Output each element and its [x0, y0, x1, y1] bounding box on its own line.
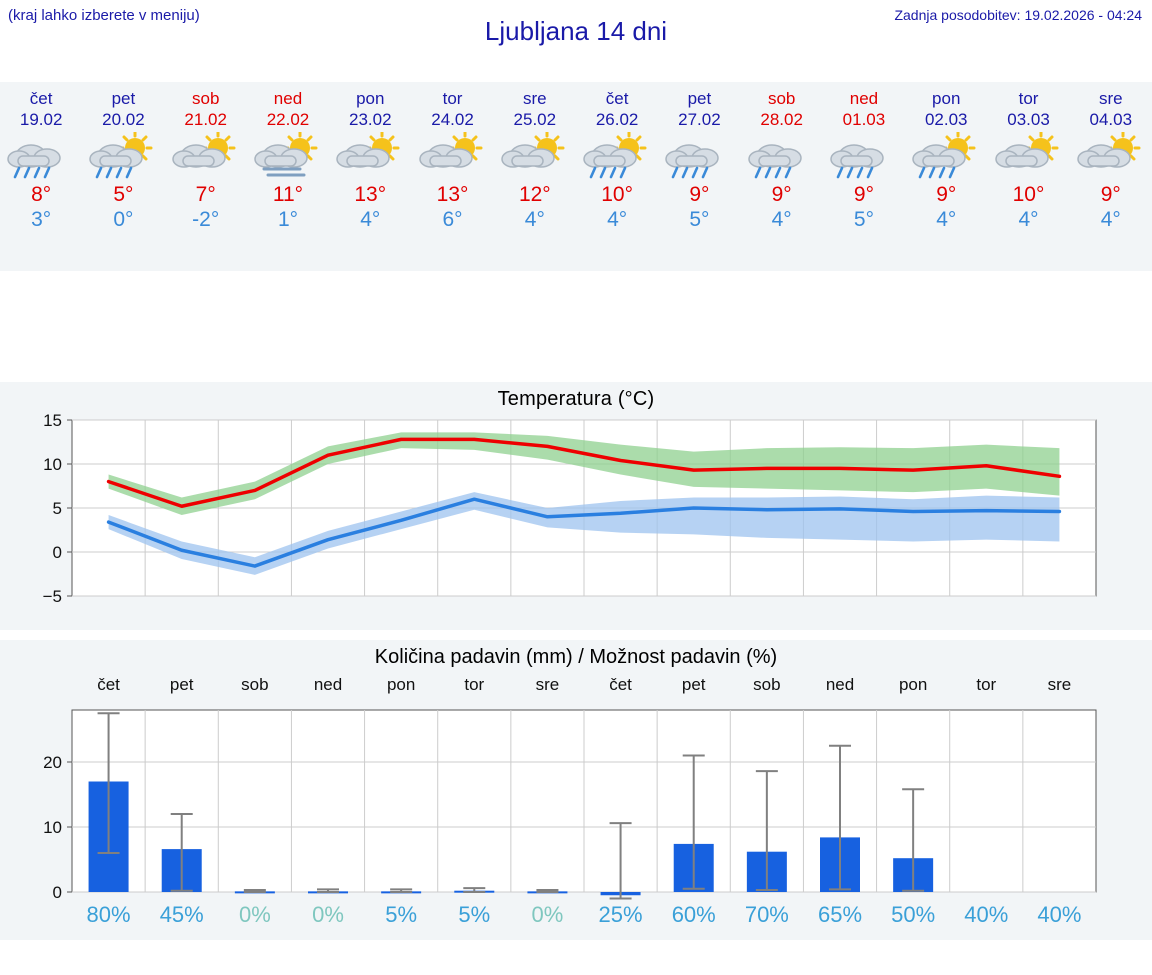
- svg-text:tor: tor: [464, 675, 485, 694]
- svg-text:15: 15: [43, 411, 62, 430]
- svg-text:sob: sob: [753, 675, 781, 694]
- day-date: 26.02: [595, 110, 639, 129]
- day-date: 27.02: [678, 110, 721, 129]
- svg-text:5: 5: [52, 499, 62, 518]
- menu-hint: (kraj lahko izberete v meniju): [8, 7, 200, 24]
- day-min-temperature: 0°: [113, 208, 134, 231]
- day-max-temperature: 9°: [936, 183, 957, 206]
- day-max-temperature: 7°: [195, 183, 216, 206]
- svg-text:0%: 0%: [238, 902, 271, 927]
- svg-text:0%: 0%: [312, 902, 344, 927]
- svg-text:60%: 60%: [671, 902, 716, 927]
- day-date: 01.03: [842, 110, 886, 129]
- day-min-temperature: 5°: [689, 208, 710, 231]
- day-of-week: čet: [29, 89, 53, 108]
- day-min-temperature: 6°: [442, 208, 463, 231]
- svg-text:pet: pet: [169, 675, 194, 694]
- day-min-temperature: -2°: [192, 208, 220, 231]
- forecast-day-column[interactable]: [576, 82, 658, 271]
- svg-text:5%: 5%: [458, 902, 491, 927]
- svg-text:5%: 5%: [385, 902, 418, 927]
- forecast-day-column[interactable]: [165, 82, 247, 271]
- temperature-chart: [0, 410, 1152, 622]
- svg-text:40%: 40%: [1037, 902, 1082, 927]
- forecast-day-column[interactable]: [1070, 82, 1152, 271]
- day-date: 24.02: [431, 110, 474, 129]
- day-max-temperature: 13°: [354, 183, 387, 206]
- sun-cloud-icon: [499, 132, 571, 178]
- day-max-temperature: 13°: [436, 183, 469, 206]
- day-of-week: ned: [273, 89, 303, 108]
- day-of-week: tor: [442, 89, 463, 108]
- day-of-week: pet: [111, 89, 136, 108]
- svg-text:0: 0: [52, 883, 62, 902]
- day-min-temperature: 5°: [853, 208, 874, 231]
- day-max-temperature: 8°: [31, 183, 52, 206]
- temperature-chart-block: [0, 382, 1152, 630]
- sun-cloud-icon: [993, 132, 1065, 178]
- temperature-chart-title: Temperatura (°C): [497, 388, 655, 410]
- forecast-day-column[interactable]: [247, 82, 329, 271]
- day-min-temperature: 4°: [936, 208, 957, 231]
- svg-text:40%: 40%: [964, 902, 1009, 927]
- day-max-temperature: 9°: [853, 183, 874, 206]
- day-date: 04.03: [1089, 110, 1133, 129]
- day-max-temperature: 11°: [272, 183, 304, 206]
- last-update-label: Zadnja posodobitev: 19.02.2026 - 04:24: [894, 7, 1142, 23]
- svg-text:80%: 80%: [86, 902, 131, 927]
- svg-text:ned: ned: [313, 675, 343, 694]
- forecast-day-column[interactable]: [494, 82, 576, 271]
- sun-rain-icon: [87, 132, 159, 178]
- day-max-temperature: 9°: [689, 183, 710, 206]
- svg-text:10: 10: [43, 818, 62, 837]
- rain-icon: [5, 132, 77, 178]
- forecast-day-column[interactable]: [329, 82, 411, 271]
- svg-text:čet: čet: [97, 675, 120, 694]
- day-date: 28.02: [760, 110, 803, 129]
- forecast-day-column[interactable]: [823, 82, 905, 271]
- day-of-week: čet: [605, 89, 629, 108]
- svg-text:ned: ned: [825, 675, 855, 694]
- sun-cloud-icon: [334, 132, 406, 178]
- rain-icon: [746, 132, 818, 178]
- svg-text:sre: sre: [535, 675, 560, 694]
- precipitation-chart: [0, 674, 1152, 940]
- forecast-day-column[interactable]: [0, 82, 82, 271]
- day-of-week: pon: [932, 89, 961, 108]
- day-date: 25.02: [513, 110, 557, 129]
- sun-cloud-icon: [417, 132, 489, 178]
- page-title: Ljubljana 14 dni: [484, 16, 668, 46]
- forecast-day-column[interactable]: [411, 82, 493, 271]
- sun-cloud-icon: [170, 132, 242, 178]
- day-min-temperature: 1°: [277, 208, 299, 231]
- forecast-day-column[interactable]: [82, 82, 164, 271]
- rain-icon: [663, 132, 735, 178]
- day-of-week: pet: [687, 89, 712, 108]
- day-min-temperature: 4°: [1018, 208, 1039, 231]
- day-min-temperature: 4°: [771, 208, 792, 231]
- svg-text:čet: čet: [609, 675, 632, 694]
- day-of-week: sre: [523, 89, 547, 108]
- sun-cloud-icon: [1075, 132, 1147, 178]
- day-date: 20.02: [102, 110, 145, 129]
- page-header: [0, 0, 1152, 78]
- day-of-week: sob: [767, 89, 796, 108]
- day-min-temperature: 4°: [1100, 208, 1121, 231]
- svg-text:sob: sob: [241, 675, 269, 694]
- day-min-temperature: 4°: [607, 208, 628, 231]
- day-of-week: tor: [1018, 89, 1039, 108]
- day-date: 03.03: [1007, 110, 1050, 129]
- sun-rain-icon: [581, 132, 653, 178]
- day-max-temperature: 9°: [1100, 183, 1121, 206]
- day-date: 02.03: [924, 110, 968, 129]
- svg-text:50%: 50%: [891, 902, 936, 927]
- svg-text:20: 20: [43, 753, 62, 772]
- day-max-temperature: 5°: [113, 183, 134, 206]
- svg-text:10: 10: [43, 455, 62, 474]
- svg-text:sre: sre: [1047, 675, 1072, 694]
- svg-text:70%: 70%: [744, 902, 789, 927]
- forecast-day-column[interactable]: [741, 82, 823, 271]
- day-of-week: ned: [849, 89, 879, 108]
- forecast-day-column[interactable]: [905, 82, 987, 271]
- forecast-day-column[interactable]: [987, 82, 1069, 271]
- svg-text:45%: 45%: [159, 902, 204, 927]
- day-min-temperature: 4°: [524, 208, 545, 231]
- day-date: 23.02: [348, 110, 392, 129]
- svg-text:0: 0: [52, 543, 62, 562]
- day-max-temperature: 12°: [518, 183, 551, 206]
- day-of-week: sob: [191, 89, 220, 108]
- day-max-temperature: 10°: [1012, 183, 1045, 206]
- rain-icon: [828, 132, 900, 178]
- svg-text:pet: pet: [681, 675, 706, 694]
- day-date: 22.02: [266, 110, 310, 129]
- svg-text:tor: tor: [976, 675, 997, 694]
- day-min-temperature: 3°: [31, 208, 52, 231]
- precipitation-chart-block: [0, 640, 1152, 940]
- svg-text:0%: 0%: [531, 902, 564, 927]
- day-min-temperature: 4°: [360, 208, 381, 231]
- sun-fog-icon: [252, 132, 324, 178]
- svg-text:25%: 25%: [598, 902, 643, 927]
- precipitation-chart-title: Količina padavin (mm) / Možnost padavin (%): [374, 646, 778, 668]
- day-date: 21.02: [184, 110, 227, 129]
- svg-text:pon: pon: [898, 675, 928, 694]
- day-date: 19.02: [19, 110, 63, 129]
- day-of-week: pon: [356, 89, 385, 108]
- day-of-week: sre: [1098, 89, 1123, 108]
- day-max-temperature: 9°: [771, 183, 792, 206]
- forecast-day-column[interactable]: [658, 82, 740, 271]
- svg-text:pon: pon: [386, 675, 416, 694]
- svg-text:−5: −5: [42, 587, 62, 606]
- forecast-day-strip: [0, 82, 1152, 271]
- sun-rain-icon: [910, 132, 982, 178]
- svg-text:65%: 65%: [817, 902, 863, 927]
- day-max-temperature: 10°: [601, 183, 633, 206]
